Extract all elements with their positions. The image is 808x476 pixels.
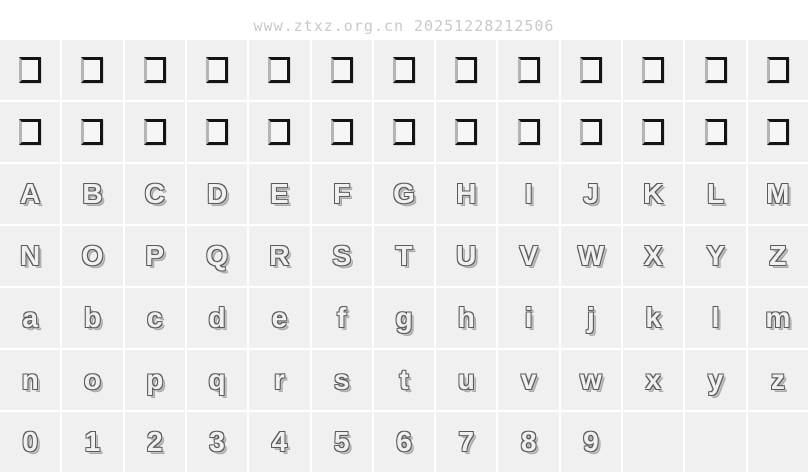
notdef-box-icon xyxy=(206,57,228,83)
glyph-cell xyxy=(748,226,808,286)
notdef-box-icon xyxy=(767,119,789,145)
glyph-cell xyxy=(0,40,60,100)
glyph-char: P xyxy=(145,240,165,271)
glyph-cell xyxy=(748,40,808,100)
glyph-char: q xyxy=(208,364,226,395)
notdef-box-icon xyxy=(19,57,41,83)
glyph-char: I xyxy=(524,178,533,209)
glyph-cell xyxy=(249,226,309,286)
glyph-cell xyxy=(125,288,185,348)
glyph-char: D xyxy=(206,178,228,209)
glyph-cell xyxy=(685,350,745,410)
glyph-cell xyxy=(312,350,372,410)
glyph-char: F xyxy=(333,178,351,209)
notdef-box-icon xyxy=(518,57,540,83)
notdef-box-icon xyxy=(767,57,789,83)
notdef-box-icon xyxy=(518,119,540,145)
glyph-cell xyxy=(623,350,683,410)
glyph-cell xyxy=(498,412,558,472)
glyph-char: m xyxy=(765,302,791,333)
glyph-cell xyxy=(187,412,247,472)
glyph-cell xyxy=(125,226,185,286)
glyph-char: 4 xyxy=(271,426,288,457)
glyph-char: 9 xyxy=(583,426,599,457)
glyph-char: N xyxy=(20,240,41,271)
glyph-char: y xyxy=(707,364,724,395)
glyph-char: 6 xyxy=(396,426,412,457)
notdef-box-icon xyxy=(455,119,477,145)
glyph-char: k xyxy=(645,302,661,333)
glyph-cell xyxy=(436,40,496,100)
glyph-cell xyxy=(498,40,558,100)
notdef-box-icon xyxy=(81,119,103,145)
glyph-cell xyxy=(62,102,122,162)
glyph-cell xyxy=(0,102,60,162)
glyph-cell xyxy=(748,350,808,410)
glyph-cell xyxy=(374,226,434,286)
notdef-box-icon xyxy=(331,57,353,83)
glyph-char: z xyxy=(770,364,785,395)
glyph-cell xyxy=(436,164,496,224)
glyph-char: l xyxy=(711,302,720,333)
glyph-cell xyxy=(748,102,808,162)
glyph-char: 3 xyxy=(209,426,225,457)
notdef-box-icon xyxy=(206,119,228,145)
glyph-char: C xyxy=(144,178,165,209)
glyph-cell xyxy=(561,102,621,162)
glyph-cell xyxy=(623,40,683,100)
notdef-box-icon xyxy=(144,119,166,145)
glyph-char: 2 xyxy=(146,426,163,457)
glyph-cell xyxy=(436,226,496,286)
glyph-cell xyxy=(249,288,309,348)
glyph-cell xyxy=(125,350,185,410)
glyph-char: b xyxy=(83,302,101,333)
glyph-cell xyxy=(436,102,496,162)
glyph-char: S xyxy=(332,240,352,271)
glyph-cell xyxy=(62,350,122,410)
glyph-cell xyxy=(62,412,122,472)
notdef-box-icon xyxy=(268,119,290,145)
glyph-char: A xyxy=(20,178,41,209)
glyph-char: g xyxy=(395,302,413,333)
glyph-cell xyxy=(187,164,247,224)
glyph-char: i xyxy=(524,302,533,333)
glyph-cell xyxy=(498,164,558,224)
glyph-cell xyxy=(374,412,434,472)
glyph-char: 0 xyxy=(22,426,38,457)
glyph-char: h xyxy=(457,302,475,333)
glyph-char: L xyxy=(706,178,725,209)
glyph-char: K xyxy=(643,178,664,209)
glyph-cell xyxy=(498,226,558,286)
glyph-cell xyxy=(498,350,558,410)
glyph-char: p xyxy=(146,364,164,395)
glyph-cell xyxy=(312,412,372,472)
glyph-cell xyxy=(0,164,60,224)
glyph-char: H xyxy=(456,178,477,209)
glyph-char: s xyxy=(333,364,350,395)
glyph-char: G xyxy=(393,178,415,209)
glyph-char: U xyxy=(456,240,477,271)
glyph-cell xyxy=(125,412,185,472)
glyph-cell xyxy=(125,102,185,162)
glyph-cell xyxy=(685,102,745,162)
notdef-box-icon xyxy=(331,119,353,145)
glyph-cell xyxy=(685,226,745,286)
glyph-char: B xyxy=(82,178,103,209)
notdef-box-icon xyxy=(81,57,103,83)
notdef-box-icon xyxy=(705,57,727,83)
glyph-cell xyxy=(125,164,185,224)
glyph-cell xyxy=(0,412,60,472)
glyph-cell xyxy=(436,288,496,348)
glyph-char: n xyxy=(21,364,39,395)
glyph-cell xyxy=(312,226,372,286)
glyph-char: T xyxy=(395,240,413,271)
glyph-char: j xyxy=(587,302,595,333)
glyph-cell xyxy=(436,350,496,410)
glyph-cell xyxy=(561,288,621,348)
notdef-box-icon xyxy=(455,57,477,83)
glyph-cell xyxy=(62,40,122,100)
glyph-cell xyxy=(685,40,745,100)
glyph-cell xyxy=(498,288,558,348)
glyph-cell xyxy=(498,102,558,162)
glyph-grid xyxy=(0,40,808,472)
glyph-cell xyxy=(374,288,434,348)
glyph-cell xyxy=(374,164,434,224)
notdef-box-icon xyxy=(642,57,664,83)
glyph-char: u xyxy=(457,364,475,395)
glyph-cell xyxy=(623,412,683,472)
glyph-cell xyxy=(62,288,122,348)
glyph-cell xyxy=(312,164,372,224)
notdef-box-icon xyxy=(580,57,602,83)
glyph-char: t xyxy=(399,364,409,395)
glyph-char: x xyxy=(645,364,661,395)
glyph-char: c xyxy=(146,302,163,333)
watermark-text: www.ztxz.org.cn 20251228212506 xyxy=(253,17,555,35)
glyph-char: J xyxy=(583,178,599,209)
glyph-cell xyxy=(374,350,434,410)
notdef-box-icon xyxy=(19,119,41,145)
glyph-cell xyxy=(623,226,683,286)
glyph-char: R xyxy=(269,240,290,271)
glyph-cell xyxy=(187,40,247,100)
glyph-cell xyxy=(125,40,185,100)
glyph-cell xyxy=(0,288,60,348)
glyph-char: 1 xyxy=(84,426,101,457)
glyph-char: E xyxy=(270,178,289,209)
glyph-char: O xyxy=(81,240,104,271)
notdef-box-icon xyxy=(705,119,727,145)
glyph-char: r xyxy=(273,364,285,395)
glyph-cell xyxy=(374,40,434,100)
glyph-char: V xyxy=(519,240,538,271)
glyph-cell xyxy=(312,288,372,348)
glyph-cell xyxy=(623,102,683,162)
glyph-char: X xyxy=(643,240,663,271)
glyph-cell xyxy=(561,412,621,472)
glyph-char: 5 xyxy=(333,426,350,457)
glyph-cell xyxy=(561,226,621,286)
glyph-cell xyxy=(187,350,247,410)
glyph-cell xyxy=(561,350,621,410)
glyph-cell xyxy=(312,102,372,162)
glyph-cell xyxy=(561,164,621,224)
glyph-char: a xyxy=(22,302,38,333)
glyph-cell xyxy=(62,226,122,286)
glyph-cell xyxy=(249,164,309,224)
glyph-cell xyxy=(187,102,247,162)
glyph-char: M xyxy=(766,178,790,209)
glyph-cell xyxy=(249,412,309,472)
glyph-char: W xyxy=(577,240,605,271)
glyph-cell xyxy=(249,40,309,100)
glyph-cell xyxy=(0,350,60,410)
glyph-cell xyxy=(685,288,745,348)
glyph-char: e xyxy=(271,302,288,333)
glyph-char: 7 xyxy=(458,426,475,457)
glyph-cell xyxy=(187,226,247,286)
glyph-cell xyxy=(187,288,247,348)
glyph-cell xyxy=(249,350,309,410)
glyph-char: w xyxy=(580,364,602,395)
glyph-cell xyxy=(623,288,683,348)
glyph-cell xyxy=(0,226,60,286)
glyph-char: o xyxy=(83,364,101,395)
notdef-box-icon xyxy=(268,57,290,83)
glyph-char: Y xyxy=(706,240,725,271)
glyph-char: d xyxy=(208,302,226,333)
glyph-cell xyxy=(748,164,808,224)
glyph-char: Q xyxy=(206,240,228,271)
glyph-cell xyxy=(748,288,808,348)
glyph-cell xyxy=(561,40,621,100)
glyph-cell xyxy=(685,164,745,224)
glyph-char: 8 xyxy=(520,426,537,457)
notdef-box-icon xyxy=(642,119,664,145)
glyph-char: v xyxy=(520,364,537,395)
glyph-char: Z xyxy=(769,240,787,271)
notdef-box-icon xyxy=(393,119,415,145)
notdef-box-icon xyxy=(144,57,166,83)
glyph-cell xyxy=(62,164,122,224)
glyph-cell xyxy=(436,412,496,472)
notdef-box-icon xyxy=(580,119,602,145)
glyph-cell xyxy=(748,412,808,472)
glyph-char: f xyxy=(337,302,347,333)
glyph-cell xyxy=(249,102,309,162)
glyph-cell xyxy=(623,164,683,224)
glyph-cell xyxy=(312,40,372,100)
glyph-cell xyxy=(685,412,745,472)
notdef-box-icon xyxy=(393,57,415,83)
glyph-cell xyxy=(374,102,434,162)
